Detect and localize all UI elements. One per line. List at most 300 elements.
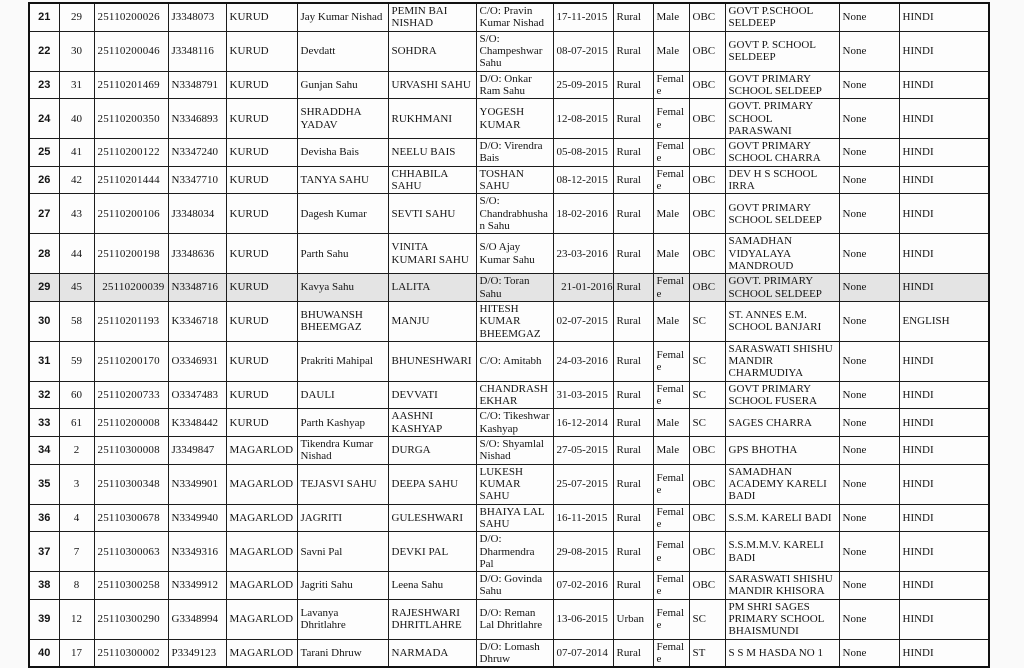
cell-sno: 21: [29, 3, 59, 31]
cell-dob: 31-03-2015: [553, 381, 613, 409]
cell-father-name: C/O: Amitabh: [476, 341, 553, 381]
cell-category: OBC: [689, 194, 725, 234]
cell-gender: Male: [653, 234, 689, 274]
cell-category: SC: [689, 301, 725, 341]
cell-medium: HINDI: [899, 639, 989, 667]
cell-category: SC: [689, 409, 725, 437]
cell-dob: 18-02-2016: [553, 194, 613, 234]
cell-block: KURUD: [226, 341, 297, 381]
cell-student-name: TEJASVI SAHU: [297, 464, 388, 504]
student-table-body: [29, 3, 989, 667]
cell-medium: HINDI: [899, 31, 989, 71]
cell-dob: 29-08-2015: [553, 532, 613, 572]
cell-father-name: D/O: Virendra Bais: [476, 139, 553, 167]
cell-disability: None: [839, 599, 899, 639]
cell-reg-no: 61: [59, 409, 94, 437]
cell-dob: 25-07-2015: [553, 464, 613, 504]
cell-code: N3349901: [168, 464, 226, 504]
cell-block: KURUD: [226, 194, 297, 234]
cell-father-name: CHANDRASHEKHAR: [476, 381, 553, 409]
cell-area: Urban: [613, 599, 653, 639]
cell-disability: None: [839, 572, 899, 600]
cell-student-id: 25110200122: [94, 139, 168, 167]
cell-school: S S M HASDA NO 1: [725, 639, 839, 667]
cell-gender: Male: [653, 409, 689, 437]
cell-mother-name: RUKHMANI: [388, 99, 476, 139]
cell-gender: Female: [653, 166, 689, 194]
cell-sno: 23: [29, 71, 59, 99]
cell-medium: HINDI: [899, 409, 989, 437]
table-row: [29, 532, 989, 572]
cell-code: N3349316: [168, 532, 226, 572]
cell-mother-name: URVASHI SAHU: [388, 71, 476, 99]
cell-gender: Female: [653, 274, 689, 302]
cell-sno: 33: [29, 409, 59, 437]
cell-medium: HINDI: [899, 3, 989, 31]
cell-sno: 27: [29, 194, 59, 234]
cell-mother-name: AASHNI KASHYAP: [388, 409, 476, 437]
cell-dob: 24-03-2016: [553, 341, 613, 381]
cell-sno: 31: [29, 341, 59, 381]
cell-category: OBC: [689, 532, 725, 572]
cell-reg-no: 60: [59, 381, 94, 409]
cell-disability: None: [839, 31, 899, 71]
cell-student-name: BHUWANSH BHEEMGAZ: [297, 301, 388, 341]
cell-school: S.S.M.M.V. KARELI BADI: [725, 532, 839, 572]
cell-student-id: 25110200170: [94, 341, 168, 381]
cell-student-id: 25110201444: [94, 166, 168, 194]
cell-sno: 40: [29, 639, 59, 667]
cell-dob: 08-07-2015: [553, 31, 613, 71]
cell-father-name: S/O: Shyamlal Nishad: [476, 437, 553, 465]
cell-dob: 25-09-2015: [553, 71, 613, 99]
cell-code: O3346931: [168, 341, 226, 381]
cell-area: Rural: [613, 532, 653, 572]
cell-code: G3348994: [168, 599, 226, 639]
cell-dob: 07-07-2014: [553, 639, 613, 667]
cell-father-name: HITESH KUMAR BHEEMGAZ: [476, 301, 553, 341]
table-row: [29, 139, 989, 167]
cell-area: Rural: [613, 572, 653, 600]
cell-sno: 30: [29, 301, 59, 341]
cell-medium: HINDI: [899, 99, 989, 139]
table-row: [29, 71, 989, 99]
cell-reg-no: 40: [59, 99, 94, 139]
cell-father-name: C/O: Tikeshwar Kashyap: [476, 409, 553, 437]
cell-block: MAGARLOD: [226, 599, 297, 639]
cell-medium: HINDI: [899, 532, 989, 572]
cell-gender: Female: [653, 381, 689, 409]
cell-reg-no: 8: [59, 572, 94, 600]
cell-sno: 37: [29, 532, 59, 572]
cell-dob: 21-01-2016: [553, 274, 613, 302]
cell-area: Rural: [613, 3, 653, 31]
cell-reg-no: 4: [59, 504, 94, 532]
cell-student-name: DAULI: [297, 381, 388, 409]
cell-school: GOVT. PRIMARY SCHOOL PARASWANI: [725, 99, 839, 139]
table-row: [29, 194, 989, 234]
cell-school: SAGES CHARRA: [725, 409, 839, 437]
cell-student-id: 25110200733: [94, 381, 168, 409]
cell-code: N3348791: [168, 71, 226, 99]
cell-reg-no: 12: [59, 599, 94, 639]
cell-father-name: D/O: Reman Lal Dhritlahre: [476, 599, 553, 639]
cell-dob: 23-03-2016: [553, 234, 613, 274]
cell-category: OBC: [689, 166, 725, 194]
cell-student-name: Tarani Dhruw: [297, 639, 388, 667]
cell-gender: Female: [653, 139, 689, 167]
cell-block: KURUD: [226, 99, 297, 139]
cell-block: KURUD: [226, 409, 297, 437]
cell-father-name: D/O: Lomash Dhruw: [476, 639, 553, 667]
cell-medium: HINDI: [899, 194, 989, 234]
cell-category: OBC: [689, 139, 725, 167]
cell-category: SC: [689, 341, 725, 381]
cell-school: PM SHRI SAGES PRIMARY SCHOOL BHAISMUNDI: [725, 599, 839, 639]
cell-code: K3348442: [168, 409, 226, 437]
cell-block: MAGARLOD: [226, 639, 297, 667]
cell-school: GPS BHOTHA: [725, 437, 839, 465]
cell-student-name: Devdatt: [297, 31, 388, 71]
cell-area: Rural: [613, 31, 653, 71]
cell-sno: 35: [29, 464, 59, 504]
cell-area: Rural: [613, 639, 653, 667]
cell-disability: None: [839, 504, 899, 532]
cell-father-name: D/O: Dharmendra Pal: [476, 532, 553, 572]
cell-area: Rural: [613, 234, 653, 274]
cell-dob: 08-12-2015: [553, 166, 613, 194]
cell-disability: None: [839, 71, 899, 99]
cell-gender: Female: [653, 599, 689, 639]
cell-block: MAGARLOD: [226, 464, 297, 504]
cell-gender: Female: [653, 504, 689, 532]
cell-category: OBC: [689, 71, 725, 99]
cell-code: N3347240: [168, 139, 226, 167]
table-row: [29, 437, 989, 465]
cell-area: Rural: [613, 166, 653, 194]
cell-reg-no: 58: [59, 301, 94, 341]
cell-student-id: 25110200046: [94, 31, 168, 71]
cell-student-name: JAGRITI: [297, 504, 388, 532]
cell-father-name: S/O: Chandrabhushan Sahu: [476, 194, 553, 234]
cell-gender: Male: [653, 301, 689, 341]
cell-disability: None: [839, 381, 899, 409]
cell-gender: Female: [653, 99, 689, 139]
table-row: [29, 274, 989, 302]
cell-reg-no: 44: [59, 234, 94, 274]
table-row: [29, 464, 989, 504]
cell-category: OBC: [689, 99, 725, 139]
cell-block: KURUD: [226, 381, 297, 409]
cell-dob: 17-11-2015: [553, 3, 613, 31]
cell-reg-no: 7: [59, 532, 94, 572]
cell-disability: None: [839, 341, 899, 381]
cell-medium: HINDI: [899, 341, 989, 381]
cell-mother-name: NEELU BAIS: [388, 139, 476, 167]
cell-medium: HINDI: [899, 599, 989, 639]
cell-mother-name: DURGA: [388, 437, 476, 465]
cell-sno: 28: [29, 234, 59, 274]
cell-father-name: TOSHAN SAHU: [476, 166, 553, 194]
cell-student-id: 25110200039: [94, 274, 168, 302]
cell-medium: HINDI: [899, 234, 989, 274]
cell-block: KURUD: [226, 31, 297, 71]
cell-student-id: 25110300290: [94, 599, 168, 639]
cell-mother-name: SOHDRA: [388, 31, 476, 71]
cell-disability: None: [839, 139, 899, 167]
cell-school: SARASWATI SHISHU MANDIR CHARMUDIYA: [725, 341, 839, 381]
cell-mother-name: LALITA: [388, 274, 476, 302]
cell-sno: 38: [29, 572, 59, 600]
cell-student-name: Jagriti Sahu: [297, 572, 388, 600]
cell-disability: None: [839, 532, 899, 572]
cell-mother-name: NARMADA: [388, 639, 476, 667]
cell-area: Rural: [613, 139, 653, 167]
cell-medium: HINDI: [899, 437, 989, 465]
cell-medium: ENGLISH: [899, 301, 989, 341]
cell-mother-name: MANJU: [388, 301, 476, 341]
cell-school: SAMADHAN ACADEMY KARELI BADI: [725, 464, 839, 504]
cell-code: N3349940: [168, 504, 226, 532]
cell-block: KURUD: [226, 139, 297, 167]
cell-school: GOVT P. SCHOOL SELDEEP: [725, 31, 839, 71]
cell-student-id: 25110200350: [94, 99, 168, 139]
cell-dob: 12-08-2015: [553, 99, 613, 139]
cell-student-name: Tikendra Kumar Nishad: [297, 437, 388, 465]
cell-reg-no: 43: [59, 194, 94, 234]
cell-dob: 02-07-2015: [553, 301, 613, 341]
cell-student-id: 25110201193: [94, 301, 168, 341]
cell-gender: Female: [653, 341, 689, 381]
cell-gender: Male: [653, 3, 689, 31]
cell-reg-no: 30: [59, 31, 94, 71]
cell-code: J3349847: [168, 437, 226, 465]
cell-student-name: Kavya Sahu: [297, 274, 388, 302]
cell-dob: 05-08-2015: [553, 139, 613, 167]
cell-category: OBC: [689, 504, 725, 532]
cell-dob: 16-11-2015: [553, 504, 613, 532]
cell-student-name: Jay Kumar Nishad: [297, 3, 388, 31]
cell-medium: HINDI: [899, 464, 989, 504]
cell-student-id: 25110200198: [94, 234, 168, 274]
cell-reg-no: 17: [59, 639, 94, 667]
cell-sno: 39: [29, 599, 59, 639]
cell-reg-no: 2: [59, 437, 94, 465]
cell-mother-name: DEEPA SAHU: [388, 464, 476, 504]
cell-mother-name: Leena Sahu: [388, 572, 476, 600]
cell-student-name: Parth Sahu: [297, 234, 388, 274]
cell-mother-name: PEMIN BAI NISHAD: [388, 3, 476, 31]
cell-category: OBC: [689, 31, 725, 71]
cell-school: SAMADHAN VIDYALAYA MANDROUD: [725, 234, 839, 274]
cell-category: ST: [689, 639, 725, 667]
table-row: [29, 234, 989, 274]
cell-dob: 27-05-2015: [553, 437, 613, 465]
table-row: [29, 341, 989, 381]
cell-student-name: Parth Kashyap: [297, 409, 388, 437]
cell-medium: HINDI: [899, 139, 989, 167]
cell-sno: 29: [29, 274, 59, 302]
cell-area: Rural: [613, 71, 653, 99]
cell-area: Rural: [613, 437, 653, 465]
cell-disability: None: [839, 3, 899, 31]
cell-area: Rural: [613, 464, 653, 504]
cell-student-id: 25110300008: [94, 437, 168, 465]
cell-block: KURUD: [226, 234, 297, 274]
cell-student-id: 25110300002: [94, 639, 168, 667]
cell-student-name: TANYA SAHU: [297, 166, 388, 194]
cell-mother-name: DEVVATI: [388, 381, 476, 409]
cell-code: N3348716: [168, 274, 226, 302]
cell-area: Rural: [613, 341, 653, 381]
cell-disability: None: [839, 301, 899, 341]
cell-dob: 07-02-2016: [553, 572, 613, 600]
cell-medium: HINDI: [899, 71, 989, 99]
cell-sno: 22: [29, 31, 59, 71]
cell-father-name: BHAIYA LAL SAHU: [476, 504, 553, 532]
cell-block: MAGARLOD: [226, 572, 297, 600]
cell-mother-name: GULESHWARI: [388, 504, 476, 532]
cell-medium: HINDI: [899, 166, 989, 194]
cell-father-name: YOGESH KUMAR: [476, 99, 553, 139]
cell-code: J3348073: [168, 3, 226, 31]
cell-disability: None: [839, 166, 899, 194]
cell-category: SC: [689, 381, 725, 409]
cell-student-name: SHRADDHA YADAV: [297, 99, 388, 139]
cell-area: Rural: [613, 274, 653, 302]
cell-reg-no: 59: [59, 341, 94, 381]
cell-medium: HINDI: [899, 572, 989, 600]
cell-disability: None: [839, 99, 899, 139]
table-row: [29, 504, 989, 532]
cell-category: OBC: [689, 3, 725, 31]
cell-medium: HINDI: [899, 381, 989, 409]
cell-code: O3347483: [168, 381, 226, 409]
cell-student-name: Devisha Bais: [297, 139, 388, 167]
cell-reg-no: 41: [59, 139, 94, 167]
cell-disability: None: [839, 409, 899, 437]
cell-reg-no: 3: [59, 464, 94, 504]
cell-mother-name: SEVTI SAHU: [388, 194, 476, 234]
table-row: [29, 3, 989, 31]
cell-sno: 36: [29, 504, 59, 532]
cell-student-name: Gunjan Sahu: [297, 71, 388, 99]
cell-student-id: 25110200008: [94, 409, 168, 437]
cell-code: P3349123: [168, 639, 226, 667]
table-row: [29, 99, 989, 139]
cell-category: OBC: [689, 437, 725, 465]
cell-disability: None: [839, 274, 899, 302]
cell-disability: None: [839, 234, 899, 274]
cell-sno: 32: [29, 381, 59, 409]
cell-student-id: 25110300258: [94, 572, 168, 600]
cell-school: GOVT PRIMARY SCHOOL SELDEEP: [725, 194, 839, 234]
cell-area: Rural: [613, 409, 653, 437]
cell-sno: 34: [29, 437, 59, 465]
cell-student-name: Prakriti Mahipal: [297, 341, 388, 381]
cell-student-id: 25110200106: [94, 194, 168, 234]
cell-mother-name: DEVKI PAL: [388, 532, 476, 572]
cell-school: S.S.M. KARELI BADI: [725, 504, 839, 532]
cell-sno: 25: [29, 139, 59, 167]
cell-medium: HINDI: [899, 274, 989, 302]
cell-block: MAGARLOD: [226, 532, 297, 572]
cell-gender: Female: [653, 71, 689, 99]
student-table: [28, 2, 990, 668]
cell-reg-no: 42: [59, 166, 94, 194]
cell-category: OBC: [689, 234, 725, 274]
cell-code: J3348116: [168, 31, 226, 71]
cell-school: SARASWATI SHISHU MANDIR KHISORA: [725, 572, 839, 600]
cell-block: KURUD: [226, 71, 297, 99]
cell-gender: Female: [653, 572, 689, 600]
cell-student-id: 25110200026: [94, 3, 168, 31]
cell-code: K3346718: [168, 301, 226, 341]
cell-area: Rural: [613, 381, 653, 409]
table-row: [29, 381, 989, 409]
cell-school: DEV H S SCHOOL IRRA: [725, 166, 839, 194]
cell-gender: Female: [653, 639, 689, 667]
cell-student-id: 25110300063: [94, 532, 168, 572]
cell-area: Rural: [613, 504, 653, 532]
cell-area: Rural: [613, 301, 653, 341]
cell-gender: Male: [653, 194, 689, 234]
cell-mother-name: RAJESHWARI DHRITLAHRE: [388, 599, 476, 639]
cell-block: KURUD: [226, 3, 297, 31]
cell-dob: 16-12-2014: [553, 409, 613, 437]
cell-area: Rural: [613, 99, 653, 139]
cell-father-name: C/O: Pravin Kumar Nishad: [476, 3, 553, 31]
table-row: [29, 166, 989, 194]
cell-gender: Male: [653, 31, 689, 71]
table-row: [29, 639, 989, 667]
cell-code: J3348034: [168, 194, 226, 234]
cell-code: N3346893: [168, 99, 226, 139]
cell-reg-no: 29: [59, 3, 94, 31]
cell-medium: HINDI: [899, 504, 989, 532]
cell-school: GOVT PRIMARY SCHOOL CHARRA: [725, 139, 839, 167]
cell-disability: None: [839, 437, 899, 465]
cell-code: N3349912: [168, 572, 226, 600]
cell-block: KURUD: [226, 166, 297, 194]
cell-category: OBC: [689, 464, 725, 504]
cell-category: OBC: [689, 572, 725, 600]
cell-code: N3347710: [168, 166, 226, 194]
cell-disability: None: [839, 464, 899, 504]
cell-school: GOVT. PRIMARY SCHOOL SELDEEP: [725, 274, 839, 302]
cell-student-id: 25110201469: [94, 71, 168, 99]
cell-dob: 13-06-2015: [553, 599, 613, 639]
cell-gender: Female: [653, 464, 689, 504]
cell-category: SC: [689, 599, 725, 639]
cell-student-name: Lavanya Dhritlahre: [297, 599, 388, 639]
cell-code: J3348636: [168, 234, 226, 274]
cell-student-id: 25110300348: [94, 464, 168, 504]
cell-disability: None: [839, 639, 899, 667]
cell-block: MAGARLOD: [226, 437, 297, 465]
cell-student-name: Dagesh Kumar: [297, 194, 388, 234]
cell-category: OBC: [689, 274, 725, 302]
cell-gender: Male: [653, 437, 689, 465]
cell-student-name: Savni Pal: [297, 532, 388, 572]
cell-father-name: S/O: Champeshwar Sahu: [476, 31, 553, 71]
table-row: [29, 599, 989, 639]
scanned-register-page: [28, 2, 990, 668]
cell-sno: 24: [29, 99, 59, 139]
cell-mother-name: CHHABILA SAHU: [388, 166, 476, 194]
cell-father-name: D/O: Govinda Sahu: [476, 572, 553, 600]
cell-school: GOVT PRIMARY SCHOOL SELDEEP: [725, 71, 839, 99]
